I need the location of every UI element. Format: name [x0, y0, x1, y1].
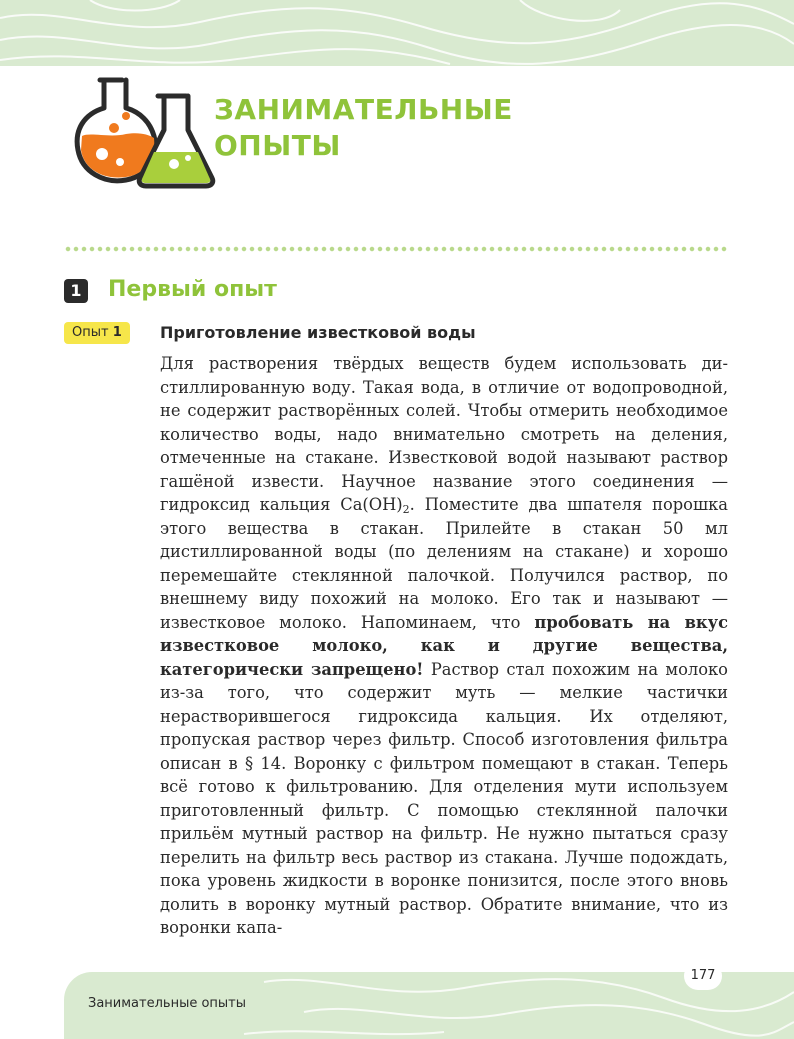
safety-warning: пробовать на вкус известковое молоко, как и другие вещества, категорически запрещено!: [160, 612, 729, 679]
footer-running-title: Занимательные опыты: [88, 996, 247, 1011]
body-text-part-3: Раствор стал похожим на молоко из-за того, что содержит муть — мелкие частички нерастворившегося гидроксида кальция. Их отделяют, пропуская раствор через фильтр. Способ изготовления фильтра описан в § 14. Воронку с фильтром помещают в стакан. Теперь всё готово к фильтрованию. Для отделения мути используем приготовленный фильтр. С помощью стеклянной палочки прильём мутный раствор на фильтр. Не нужно пытаться сразу перелить на фильтр весь раствор из стакана. Лучше подождать, пока уровень жидкости в воронке понизится, после этого вновь долить в воронку мутный раствор. Обратите внимание, что из воронки капа-: [160, 659, 728, 937]
header-decorative-band: [0, 0, 794, 66]
body-text-part-2: . Поместите два шпателя порошка этого вещества в стакан. Прилейте в стакан 50 мл дистиллированной воды (по делениям на стакане) и хорошо перемешайте стеклянной палочкой. Получился раствор, по внешнему виду похожий на молоко. Его так и называют — известковое молоко. Напоминаем, что: [160, 495, 728, 632]
section-title: Первый опыт: [108, 277, 277, 302]
page-number: 177: [684, 962, 722, 990]
section-number-badge: 1: [64, 279, 88, 303]
experiment-badge: [64, 322, 130, 344]
formula-subscript: 2: [402, 503, 410, 516]
experiment-title: Приготовление известковой воды: [160, 323, 476, 342]
topographic-pattern: [0, 0, 794, 66]
body-text-part-1: Для растворения твёрдых веществ будем использовать дистиллированную воду. Такая вода, в отличие от водопроводной, не содержит растворённых солей. Чтобы отмерить необходимое количество воды, надо внимательно смотреть на деления, отмеченные на стакане. Известковой водой называют раствор гашёной извести. Научное название этого соединения — гидроксид кальция Ca(OH): [160, 354, 728, 514]
page-title: [214, 92, 513, 164]
dotted-divider: [64, 246, 728, 252]
chemistry-flasks-icon: [70, 66, 220, 190]
page-title-line-2: ОПЫТЫ: [214, 129, 341, 162]
body-paragraph: [160, 352, 728, 940]
experiment-badge-number: 1: [112, 325, 122, 340]
page-title-line-1: ЗАНИМАТЕЛЬНЫЕ: [214, 93, 513, 126]
experiment-badge-label: Опыт: [72, 325, 109, 340]
